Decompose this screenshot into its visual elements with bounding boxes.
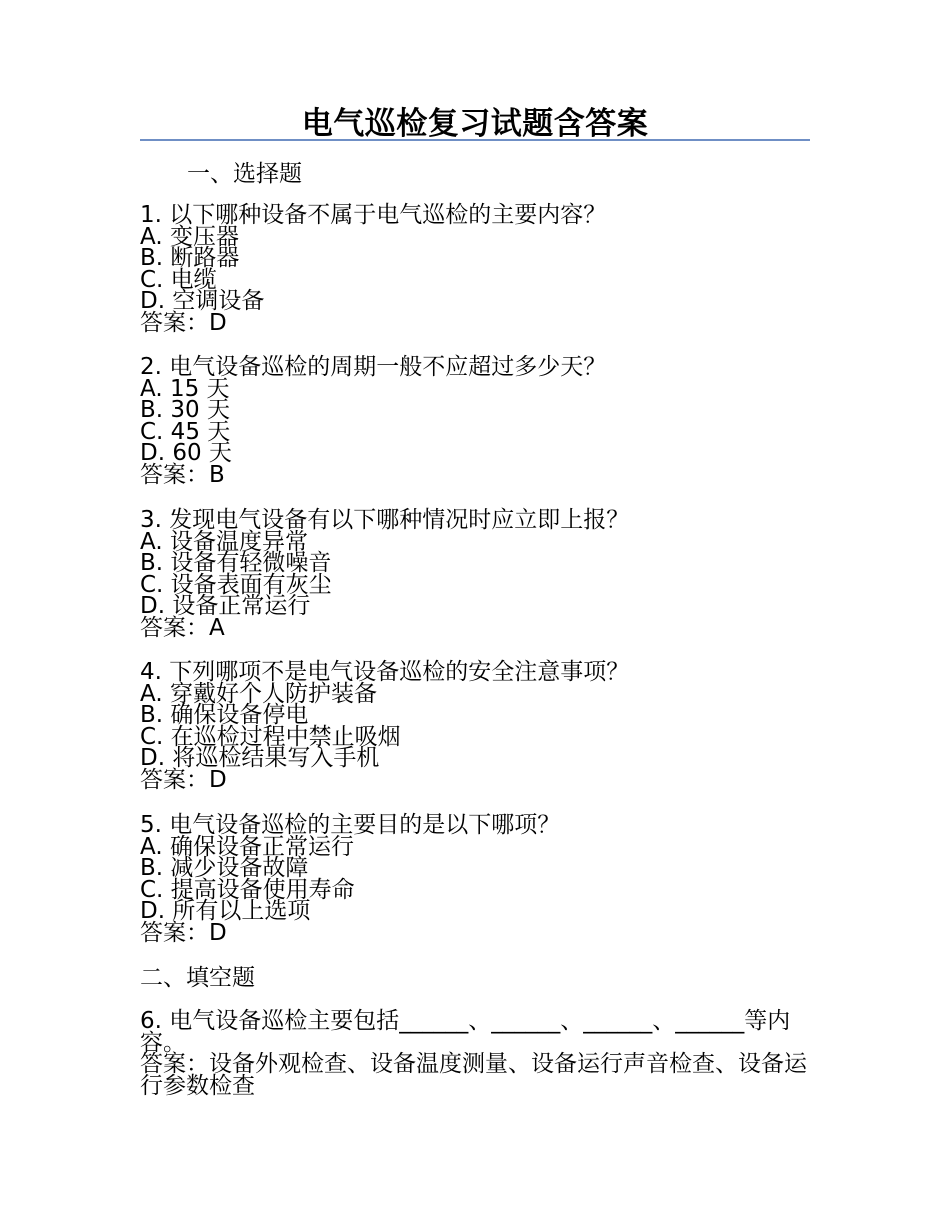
option-b: B. 断路器 (140, 245, 240, 271)
option-a: A. 设备温度异常 (140, 528, 308, 555)
question-stem: 3. 发现电气设备有以下哪种情况时应立即上报？ (140, 507, 630, 533)
option-d: D. 所有以上选项 (140, 898, 311, 924)
option-a: A. 变压器 (140, 223, 239, 250)
title-underline (140, 139, 810, 141)
fill-question-answer: 答案：设备外观检查、设备温度测量、设备运行声音检查、设备运行参数检查 (140, 1051, 807, 1099)
option-a: A. 穿戴好个人防护装备 (140, 680, 377, 707)
option-d: D. 60 天 (140, 440, 232, 466)
option-a: A. 确保设备正常运行 (140, 833, 354, 860)
option-c: C. 电缆 (140, 266, 217, 293)
option-d: D. 设备正常运行 (140, 593, 311, 619)
question-stem: 2. 电气设备巡检的周期一般不应超过多少天？ (140, 354, 607, 380)
answer: 答案：D (140, 309, 227, 336)
question-block (140, 812, 812, 946)
answer: 答案：A (140, 614, 225, 641)
question-block (140, 507, 812, 641)
option-b: B. 设备有轻微噪音 (140, 550, 332, 576)
option-b: B. 减少设备故障 (140, 855, 309, 881)
option-a: A. 15 天 (140, 375, 230, 402)
page-title: 电气巡检复习试题含答案 (301, 106, 649, 142)
option-c: C. 设备表面有灰尘 (140, 571, 332, 598)
answer: 答案：B (140, 461, 225, 488)
question-block (140, 202, 812, 336)
answer: 答案：D (140, 766, 227, 793)
option-d: D. 将巡检结果写入手机 (140, 745, 380, 771)
question-stem: 1. 以下哪种设备不属于电气巡检的主要内容？ (140, 202, 607, 228)
section-heading-choice: 一、选择题 (187, 161, 302, 187)
question-stem: 4. 下列哪项不是电气设备巡检的安全注意事项？ (140, 659, 630, 685)
option-d: D. 空调设备 (140, 288, 265, 314)
option-b: B. 确保设备停电 (140, 702, 309, 728)
question-stem: 5. 电气设备巡检的主要目的是以下哪项？ (140, 812, 561, 838)
option-b: B. 30 天 (140, 397, 230, 423)
section-heading-fill: 二、填空题 (140, 965, 255, 991)
option-c: C. 提高设备使用寿命 (140, 876, 355, 903)
option-c: C. 45 天 (140, 418, 231, 445)
answer: 答案：D (140, 919, 227, 946)
option-c: C. 在巡检过程中禁止吸烟 (140, 723, 401, 750)
question-block (140, 659, 812, 793)
fill-question-stem: 6. 电气设备巡检主要包括______、______、______、______等内容。 (140, 1008, 791, 1056)
question-block (140, 354, 812, 488)
